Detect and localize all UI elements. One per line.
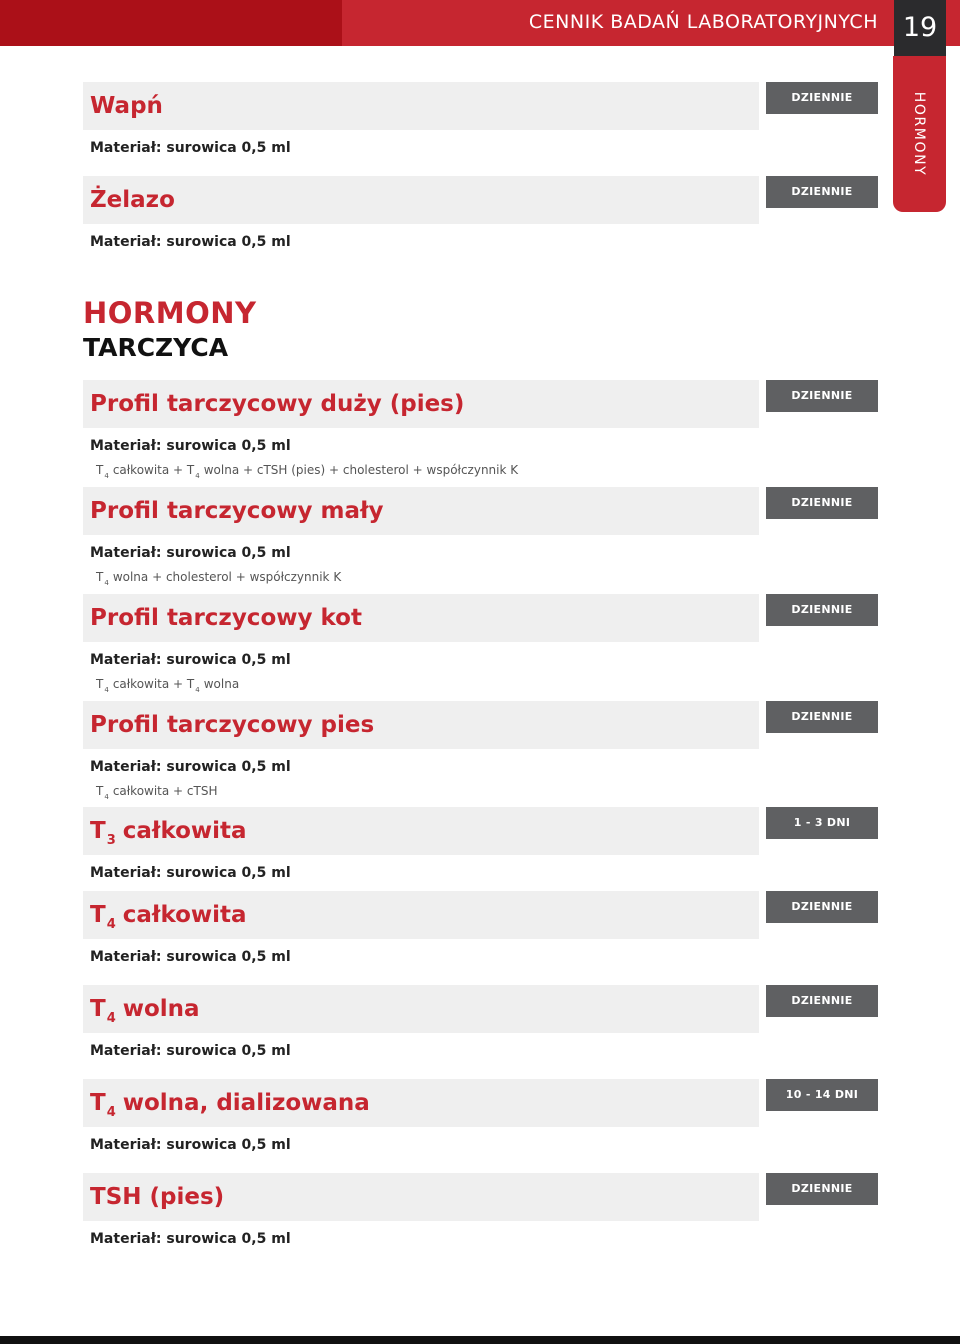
test-components: $T_4$ całkowita + $T_4$ wolna + cTSH (pies) + cholesterol + współczynnik K xyxy=(96,463,519,480)
test-name: $T_4$ wolna, dializowana xyxy=(83,1079,759,1127)
section-title: HORMONY xyxy=(83,296,257,330)
turnaround-badge: DZIENNIE xyxy=(766,985,878,1017)
test-material: Materiał: surowica 0,5 ml xyxy=(90,759,291,775)
test-name: Wapń xyxy=(83,82,759,130)
test-name: $T_4$ wolna xyxy=(83,985,759,1033)
test-components: $T_4$ całkowita + cTSH xyxy=(96,784,218,801)
turnaround-badge: DZIENNIE xyxy=(766,594,878,626)
test-name: Profil tarczycowy pies xyxy=(83,701,759,749)
test-material: Materiał: surowica 0,5 ml xyxy=(90,1137,291,1153)
turnaround-badge: DZIENNIE xyxy=(766,487,878,519)
test-name: Profil tarczycowy mały xyxy=(83,487,759,535)
turnaround-badge: DZIENNIE xyxy=(766,380,878,412)
test-material: Materiał: surowica 0,5 ml xyxy=(90,652,291,668)
section-side-tab xyxy=(893,56,946,212)
turnaround-badge: 10 - 14 DNI xyxy=(766,1079,878,1111)
test-material: Materiał: surowica 0,5 ml xyxy=(90,1231,291,1247)
test-name: Profil tarczycowy kot xyxy=(83,594,759,642)
test-material: Materiał: surowica 0,5 ml xyxy=(90,234,291,250)
test-material: Materiał: surowica 0,5 ml xyxy=(90,545,291,561)
test-name: $T_3$ całkowita xyxy=(83,807,759,855)
test-material: Materiał: surowica 0,5 ml xyxy=(90,1043,291,1059)
turnaround-badge: DZIENNIE xyxy=(766,176,878,208)
test-components: $T_4$ całkowita + $T_4$ wolna xyxy=(96,677,240,694)
turnaround-badge: DZIENNIE xyxy=(766,82,878,114)
page-header xyxy=(0,0,960,46)
test-name: $T_4$ całkowita xyxy=(83,891,759,939)
turnaround-badge: DZIENNIE xyxy=(766,891,878,923)
test-name: TSH (pies) xyxy=(83,1173,759,1221)
page-number: 19 xyxy=(894,0,946,56)
test-name: Żelazo xyxy=(83,176,759,224)
header-dark-band xyxy=(0,0,342,46)
test-name: Profil tarczycowy duży (pies) xyxy=(83,380,759,428)
test-material: Materiał: surowica 0,5 ml xyxy=(90,865,291,881)
side-tab-label: HORMONY xyxy=(911,91,927,177)
turnaround-badge: 1 - 3 DNI xyxy=(766,807,878,839)
section-subtitle: TARCZYCA xyxy=(83,333,229,362)
test-components: $T_4$ wolna + cholesterol + współczynnik K xyxy=(96,570,342,587)
test-material: Materiał: surowica 0,5 ml xyxy=(90,140,291,156)
turnaround-badge: DZIENNIE xyxy=(766,1173,878,1205)
document-title: CENNIK BADAŃ LABORATORYJNYCH xyxy=(528,11,878,33)
test-material: Materiał: surowica 0,5 ml xyxy=(90,949,291,965)
test-material: Materiał: surowica 0,5 ml xyxy=(90,438,291,454)
footer-bar xyxy=(0,1336,960,1344)
turnaround-badge: DZIENNIE xyxy=(766,701,878,733)
